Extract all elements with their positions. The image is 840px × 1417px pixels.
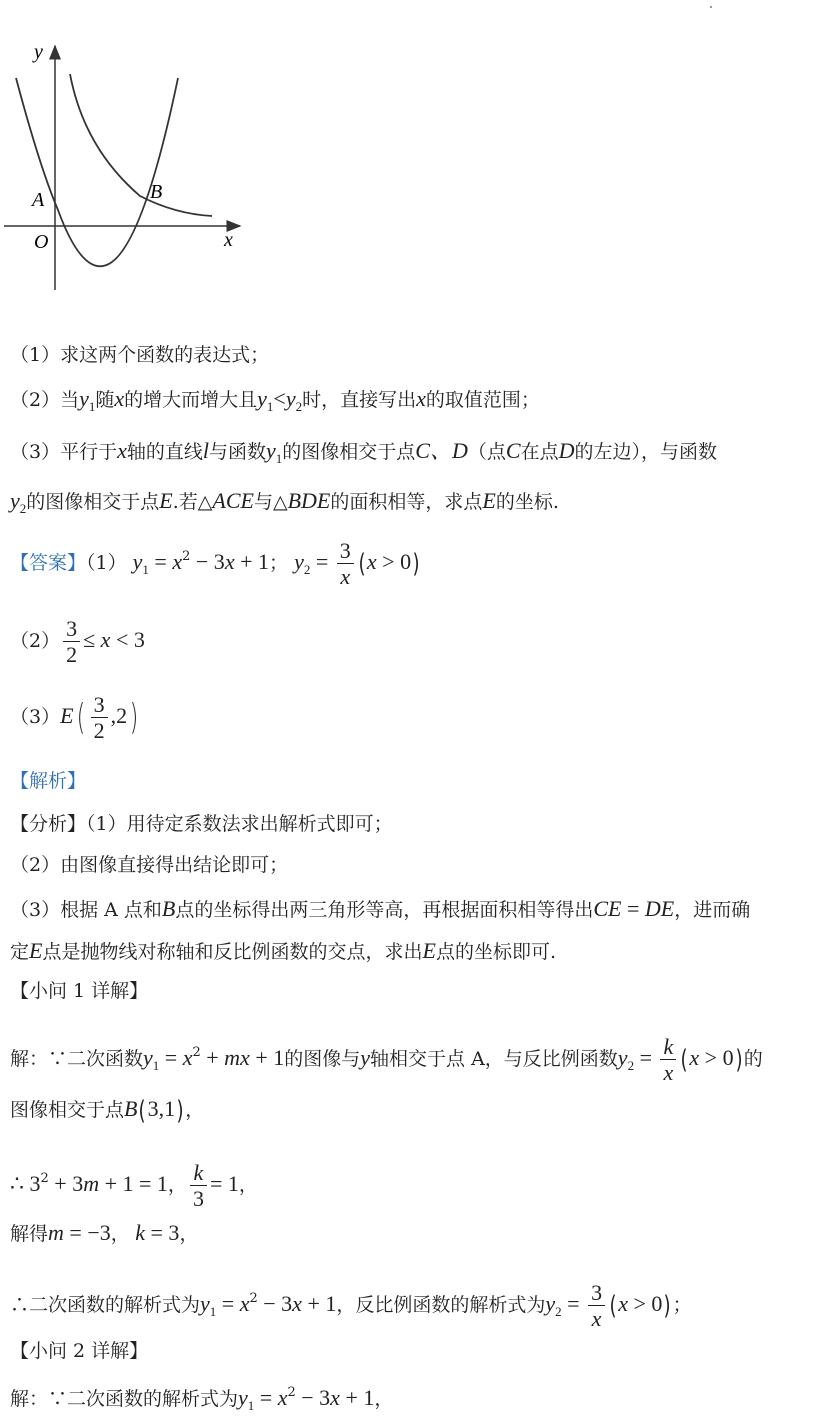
answer-line-3: （3）E( $\frac{3}{2}$ ,2) [10,692,139,744]
corner-mark [710,6,712,8]
detail-1-line2: 图像相交于点B(3,1)， [10,1096,205,1126]
x-axis-label: x [224,229,233,251]
hyperbola-curve [70,74,212,216]
detail-1-line5: ∴二次函数的解析式为$y_1 = x^2 - 3x + 1$，反比例函数的解析式为$y_2$ = $\frac{3}{x}$ (x > 0)； [10,1280,692,1332]
detail-1-line4: 解得m = −3， k = 3， [10,1220,199,1245]
detail-1-line1: 解：∵二次函数$y_1 = x^2$ + mx + 1的图像与y轴相交于点 A，与反比例函数$y_2$ = $\frac{k}{x}$ (x > 0)的 [10,1034,763,1086]
analysis-tag: 【解析】 [10,770,87,792]
analysis-step-3-line1: （3）根据 A 点和B点的坐标得出两三角形等高，再根据面积相等得出CE = DE，进而确 [10,896,751,921]
detail-2-heading: 【小问 2 详解】 [10,1340,149,1362]
analysis-step-1: 【分析】（1）用待定系数法求出解析式即可； [10,813,393,835]
question-1: （1）求这两个函数的表达式； [10,344,270,366]
detail-1-line3: ∴ $3^2 + 3m + 1 = 1$， $\frac{k}{3}$ = 1， [10,1160,258,1212]
answer-line-2: （2） $\frac{3}{2}$ ≤ x < 3 [10,616,145,668]
function-graph [0,38,250,298]
point-b-label: B [150,181,163,203]
question-3-line2: $y_2$的图像相交于点E.若△ACE与△BDE的面积相等，求点E的坐标. [10,488,559,516]
question-3-line1: （3）平行于x轴的直线l与函数$y_1$的图像相交于点C、D（点C在点D的左边），与函数 [10,438,717,466]
analysis-step-2: （2）由图像直接得出结论即可； [10,854,289,876]
origin-label: O [34,231,49,253]
question-2: （2）当$y_1$随x的增大而增大且$y_1<y_2$时，直接写出x的取值范围； [10,386,540,414]
detail-2-line1: 解：∵二次函数的解析式为$y_1 = x^2 - 3x + 1$， [10,1385,394,1413]
y-axis-label: y [34,41,43,63]
point-a-label: A [32,189,45,211]
analysis-step-3-line2: 定E点是抛物线对称轴和反比例函数的交点，求出E点的坐标即可. [10,938,556,963]
answer-line-1: 【答案】（1） $y_1 = x^2 - 3x + 1$； $y_2$ = $\frac{3}{x}$ (x > 0) [10,538,420,590]
detail-1-heading: 【小问 1 详解】 [10,980,149,1002]
answer-tag: 【答案】 [10,551,87,574]
